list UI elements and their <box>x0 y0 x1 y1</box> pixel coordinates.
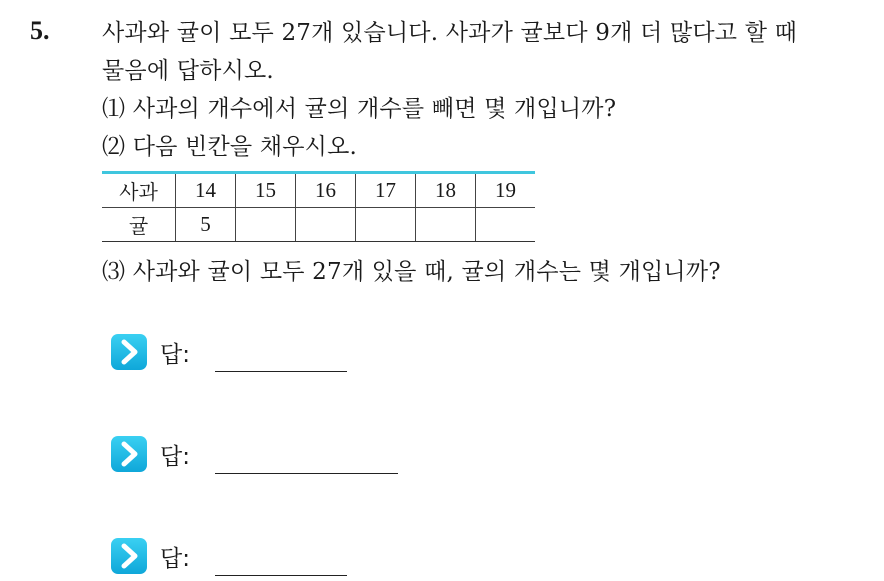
table-row-apple <box>102 173 535 208</box>
table-cell: 19 <box>476 173 536 208</box>
table-blank-cell[interactable] <box>356 208 416 242</box>
table-cell: 5 <box>176 208 236 242</box>
problem-statement-line-1: 사과와 귤이 모두 27개 있습니다. 사과가 귤보다 9개 더 많다고 할 때 <box>102 20 798 46</box>
problem-number: 5. <box>30 16 50 45</box>
answer-label: 답: <box>160 342 190 368</box>
table-blank-cell[interactable] <box>476 208 536 242</box>
chevron-right-icon <box>111 436 147 472</box>
answer-blank[interactable] <box>215 371 347 372</box>
table-blank-cell[interactable] <box>296 208 356 242</box>
answer-blank[interactable] <box>215 575 347 576</box>
answer-label: 답: <box>160 444 190 470</box>
answer-label: 답: <box>160 546 190 572</box>
table-cell: 사과 <box>102 173 176 208</box>
table-cell: 15 <box>236 173 296 208</box>
problem-statement-line-2: 물음에 답하시오. <box>102 58 274 84</box>
table-blank-cell[interactable] <box>416 208 476 242</box>
table-cell: 16 <box>296 173 356 208</box>
table-cell: 14 <box>176 173 236 208</box>
chevron-right-icon <box>111 538 147 574</box>
fill-in-table <box>102 171 535 242</box>
sub-question-3: ⑶ 사과와 귤이 모두 27개 있을 때, 귤의 개수는 몇 개입니까? <box>102 259 721 285</box>
table-blank-cell[interactable] <box>236 208 296 242</box>
answer-blank[interactable] <box>215 473 398 474</box>
table-row-tangerine <box>102 208 535 242</box>
sub-question-2: ⑵ 다음 빈칸을 채우시오. <box>102 134 358 160</box>
chevron-right-icon <box>111 334 147 370</box>
table-cell: 귤 <box>102 208 176 242</box>
sub-question-1: ⑴ 사과의 개수에서 귤의 개수를 빼면 몇 개입니까? <box>102 96 617 122</box>
table-cell: 17 <box>356 173 416 208</box>
table-cell: 18 <box>416 173 476 208</box>
